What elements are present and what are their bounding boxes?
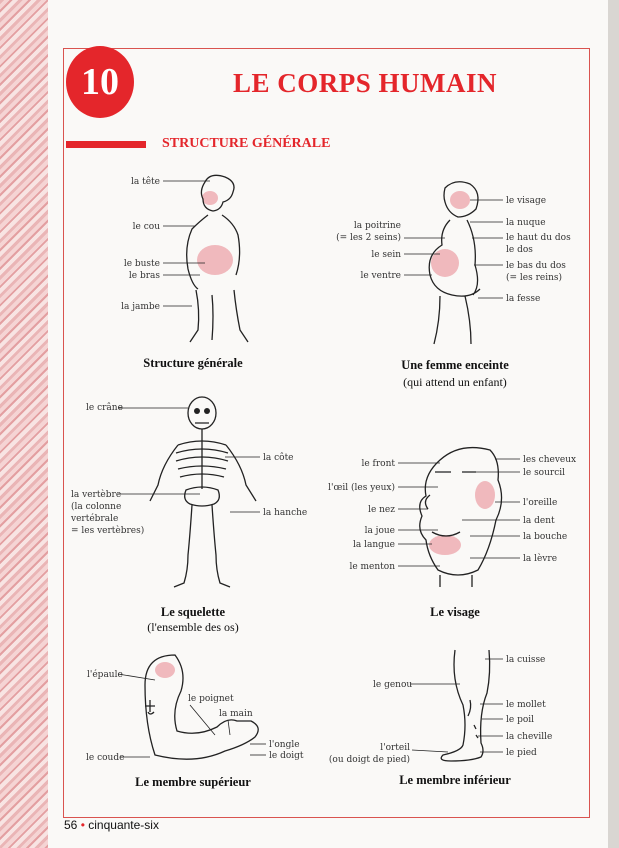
label-fesse: la fesse <box>506 294 541 304</box>
subcaption-squelette: (l'ensemble des os) <box>147 620 239 634</box>
chapter-number-badge: 10 <box>66 46 134 118</box>
caption-visage: Le visage <box>430 605 480 619</box>
label-vertebre: la vertèbre <box>71 490 122 500</box>
label-poitrine: la poitrine <box>353 221 401 231</box>
page-footer <box>64 818 159 832</box>
label-ventre: le ventre <box>360 271 401 281</box>
label-cuisse: la cuisse <box>506 655 546 665</box>
label-cheveux: les cheveux <box>523 455 577 465</box>
label-joue: la joue <box>364 526 395 536</box>
subcaption-femme: (qui attend un enfant) <box>403 375 507 389</box>
label-nez: le nez <box>368 505 395 515</box>
label-genou: le genou <box>373 680 413 690</box>
label-epaule: l'épaule <box>87 670 123 680</box>
label-mollet: le mollet <box>506 700 546 710</box>
label-orteil: l'orteil <box>380 743 410 753</box>
label-sein: le sein <box>371 250 401 260</box>
label-bouche: la bouche <box>523 532 568 542</box>
label-dent: la dent <box>523 516 555 526</box>
label-dos: le dos <box>506 245 533 255</box>
label-colonne: (la colonne <box>71 502 122 512</box>
label-cheville: la cheville <box>506 732 553 742</box>
caption-squelette: Le squelette <box>160 605 226 619</box>
caption-membre-superieur: Le membre supérieur <box>135 775 251 789</box>
page-number-words: cinquante-six <box>88 818 159 832</box>
label-bas-du-dos: le bas du dos <box>506 261 566 271</box>
label-haut-du-dos: le haut du dos <box>506 233 571 243</box>
label-crane: le crâne <box>86 403 123 413</box>
footer-bullet: • <box>80 818 85 832</box>
label-oeil: l'œil (les yeux) <box>328 483 395 493</box>
label-jambe: la jambe <box>121 302 160 312</box>
label-coude: le coude <box>86 753 125 763</box>
label-menton: le menton <box>349 562 395 572</box>
label-langue: la langue <box>352 540 395 550</box>
label-buste: le buste <box>123 259 160 269</box>
section-title: STRUCTURE GÉNÉRALE <box>162 136 331 151</box>
label-cou: le cou <box>132 222 160 232</box>
label-reins: (= les reins) <box>506 273 563 283</box>
label-vertebrale: vertébrale <box>71 514 119 524</box>
label-oreille: l'oreille <box>523 498 558 508</box>
label-bras: le bras <box>128 271 160 281</box>
label-ongle: l'ongle <box>269 740 300 750</box>
label-poitrine-note: (= les 2 seins) <box>336 233 401 243</box>
label-pied: le pied <box>506 748 537 758</box>
label-doigt-de-pied: (ou doigt de pied) <box>328 755 410 765</box>
caption-structure: Structure générale <box>143 356 243 370</box>
label-sourcil: le sourcil <box>523 468 565 478</box>
label-cote: la côte <box>263 453 294 463</box>
caption-femme: Une femme enceinte <box>401 358 509 372</box>
label-vertebres: = les vertèbres) <box>71 526 145 536</box>
label-main: la main <box>219 709 253 719</box>
label-levre: la lèvre <box>523 554 558 564</box>
page-number: 56 <box>64 818 78 832</box>
label-hanche: la hanche <box>263 508 308 518</box>
label-doigt: le doigt <box>269 751 304 761</box>
label-front: le front <box>361 459 395 469</box>
label-nuque: la nuque <box>506 218 546 228</box>
label-visage-fig: le visage <box>506 196 547 206</box>
label-poignet: le poignet <box>188 694 234 704</box>
label-poil: le poil <box>506 715 535 725</box>
caption-membre-inferieur: Le membre inférieur <box>399 773 511 787</box>
label-tete: la tête <box>131 177 160 187</box>
page-title: LE CORPS HUMAIN <box>232 68 497 98</box>
